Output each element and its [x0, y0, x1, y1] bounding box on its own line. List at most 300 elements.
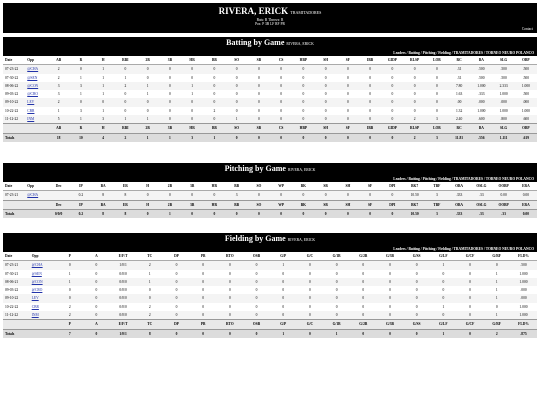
table-cell: 0: [324, 92, 327, 97]
table-cell: 0: [83, 294, 110, 302]
totals-cell: 0: [270, 133, 292, 142]
column-header: A: [83, 252, 110, 261]
table-cell: 0: [202, 288, 205, 293]
footer-header: OBA: [448, 200, 470, 209]
table-cell: 0: [190, 278, 217, 286]
table-cell: .000: [510, 294, 537, 302]
table-cell: 0: [426, 82, 448, 90]
table-cell: 0: [324, 75, 327, 80]
table-cell: 0: [391, 75, 394, 80]
table-cell: 10.50: [404, 191, 426, 200]
table-cell: .31: [456, 75, 462, 80]
totals-cell: 0: [181, 209, 203, 218]
footer-header: G/2B: [350, 320, 377, 329]
table-cell: 09-10-22: [3, 294, 30, 302]
table-cell: 1: [79, 75, 82, 80]
table-row: [3, 270, 537, 278]
table-cell: 0: [369, 92, 372, 97]
fielding-section: [3, 233, 537, 353]
table-cell: 0: [191, 75, 194, 80]
totals-cell: 0: [297, 329, 324, 338]
totals-cell: 0: [226, 209, 248, 218]
table-cell: 07-23-22: [3, 65, 25, 74]
table-cell: 0: [377, 311, 404, 320]
table-cell: 1: [495, 271, 498, 276]
footer-header: TC: [136, 320, 163, 329]
table-cell: 0: [203, 82, 225, 90]
table-cell: 0: [457, 311, 484, 320]
table-cell: 0: [297, 278, 324, 286]
table-cell: 0: [217, 311, 244, 320]
table-cell: 0: [159, 82, 181, 90]
totals-cell: 2: [404, 133, 426, 142]
column-header: RLSP: [404, 56, 426, 65]
table-cell: 0: [442, 271, 445, 276]
opponent-link[interactable]: @SEN: [27, 75, 38, 80]
table-cell: 8: [92, 191, 114, 200]
table-cell: 0: [217, 294, 244, 302]
totals-cell: 0: [137, 209, 159, 218]
table-cell: 0: [337, 191, 359, 200]
totals-cell: 0: [457, 329, 484, 338]
table-cell: 0: [309, 304, 311, 309]
table-row: [3, 82, 537, 90]
player-team: TRAMITADORES: [290, 10, 322, 15]
pitching-table: [3, 182, 537, 218]
pitching-nav[interactable]: Leaders / Batting / Pitching / Fielding / TRAMITADORES / TORNEO NEURO POLANCO: [3, 176, 537, 182]
table-cell: 0: [350, 261, 377, 270]
footer-header: A: [83, 320, 110, 329]
table-cell: 0: [255, 271, 258, 276]
table-row: [3, 294, 537, 302]
table-cell: 0: [415, 304, 418, 309]
table-cell: 0: [369, 108, 372, 113]
footer-header: RBI: [114, 124, 136, 133]
table-cell: 0: [302, 92, 305, 97]
table-cell: 0: [469, 288, 471, 293]
footer-header: DPI: [381, 200, 403, 209]
table-cell: 2: [48, 98, 70, 106]
column-header: BA: [470, 56, 492, 65]
totals-cell: 0: [203, 209, 225, 218]
footer-header: SB: [315, 200, 337, 209]
footer-header: FLD%: [510, 320, 537, 329]
table-cell: 0: [270, 98, 292, 106]
footer-header: HR: [181, 124, 203, 133]
table-cell: 07-30-21: [5, 271, 19, 276]
totals-cell: 0.2: [70, 209, 92, 218]
table-cell: 0: [435, 75, 438, 80]
table-cell: 0: [389, 271, 391, 276]
opponent-link[interactable]: @CHA: [30, 261, 57, 270]
table-cell: 1: [102, 75, 105, 80]
table-cell: 0: [381, 65, 403, 74]
totals-cell: [30, 329, 57, 338]
totals-cell: 0: [292, 133, 314, 142]
table-cell: 0: [159, 98, 181, 106]
table-cell: 0: [469, 271, 471, 276]
batting-title: Batting by Game RIVERA, ERICK: [3, 37, 537, 50]
table-cell: 1.000: [470, 82, 492, 90]
table-cell: .500: [478, 75, 485, 80]
footer-header: IBB: [359, 124, 381, 133]
footer-header: OBP: [515, 124, 537, 133]
table-cell: 0: [217, 261, 244, 270]
table-cell: 0: [83, 311, 110, 320]
column-header: BB: [226, 182, 248, 191]
table-cell: 0: [146, 108, 149, 113]
table-cell: 0: [270, 115, 292, 124]
table-cell: 7.80: [448, 82, 470, 90]
pitching-title: Pitching by Game RIVERA, ERICK: [3, 163, 537, 176]
table-cell: 0: [359, 65, 381, 74]
table-cell: 0: [257, 75, 260, 80]
table-cell: 2: [48, 65, 70, 74]
table-cell: 0: [381, 115, 403, 124]
table-cell: 0: [226, 82, 248, 90]
table-cell: 0: [190, 311, 217, 320]
table-row: [3, 98, 537, 106]
table-cell: 0: [435, 92, 438, 97]
table-cell: 1: [483, 278, 510, 286]
opponent-link[interactable]: INM: [30, 311, 57, 320]
totals-cell: 3: [426, 133, 448, 142]
totals-cell: 0: [190, 329, 217, 338]
opponent-link[interactable]: @CRO: [31, 288, 43, 293]
column-header: PB: [190, 252, 217, 261]
table-cell: 0: [175, 288, 178, 293]
table-cell: 0: [146, 75, 149, 80]
column-header: Opp: [25, 56, 47, 65]
totals-cell: 0: [350, 329, 377, 338]
totals-cell: 0: [243, 329, 270, 338]
table-cell: 10-22-22: [5, 304, 19, 309]
table-cell: 0: [389, 288, 391, 293]
opponent-link[interactable]: @SEN: [31, 271, 42, 276]
opponent-link[interactable]: INM: [25, 115, 47, 124]
table-cell: 11-12-22: [3, 115, 25, 124]
column-header: G/LF: [430, 252, 457, 261]
footer-header: SF: [359, 200, 381, 209]
column-header: SF: [337, 56, 359, 65]
fielding-nav[interactable]: Leaders / Batting / Pitching / Fielding / TRAMITADORES / TORNEO NEURO POLANCO: [3, 246, 537, 252]
column-header: OOBP: [493, 182, 515, 191]
table-cell: 0: [282, 271, 285, 276]
table-cell: 0: [168, 92, 171, 97]
table-cell: 0: [403, 311, 430, 320]
column-header: SO: [248, 182, 270, 191]
column-header: ERA: [515, 182, 537, 191]
table-cell: .600: [515, 115, 537, 124]
column-header: HBP: [292, 56, 314, 65]
table-cell: 0: [315, 98, 337, 106]
totals-cell: 18: [48, 133, 70, 142]
footer-header: OOBP: [493, 200, 515, 209]
table-cell: .000: [470, 98, 492, 106]
table-cell: 0: [255, 304, 258, 309]
table-cell: 0: [297, 261, 324, 270]
footer-header: HR: [203, 200, 225, 209]
table-cell: 0: [362, 304, 365, 309]
table-cell: 8: [114, 191, 136, 200]
table-cell: 1: [495, 288, 498, 293]
footer-header: 3B: [159, 124, 181, 133]
table-cell: 1.000: [519, 304, 528, 309]
column-header: WP: [270, 182, 292, 191]
table-cell: 2: [56, 311, 83, 320]
table-cell: 0: [95, 288, 98, 293]
footer-header: BA: [92, 200, 114, 209]
table-cell: 0: [292, 65, 314, 74]
column-header: G/3B: [377, 252, 404, 261]
table-row: [3, 65, 537, 74]
totals-cell: 10: [70, 133, 92, 142]
totals-cell: .619: [515, 133, 537, 142]
table-cell: 0: [280, 75, 283, 80]
table-cell: 0.00: [493, 191, 515, 200]
table-cell: 0/0/0: [119, 304, 127, 309]
totals-cell: .333: [448, 209, 470, 218]
footer-header: OSB: [243, 320, 270, 329]
column-header: DPI: [381, 182, 403, 191]
totals-cell: Totals: [3, 329, 30, 338]
table-cell: 0: [248, 82, 270, 90]
table-cell: 0: [346, 108, 349, 113]
table-cell: 0: [213, 75, 216, 80]
table-cell: .000: [493, 98, 515, 106]
table-cell: 0: [346, 75, 349, 80]
table-cell: 0: [270, 311, 297, 320]
table-cell: 5: [48, 115, 70, 124]
column-header: SH: [315, 56, 337, 65]
table-cell: 07-30-22: [5, 75, 19, 80]
table-cell: 0: [335, 271, 338, 276]
opponent-link[interactable]: @CHA: [25, 191, 47, 200]
opponent-link[interactable]: @CHA: [25, 65, 47, 74]
footer-header: P: [56, 320, 83, 329]
totals-cell: 0/0/0: [48, 209, 70, 218]
opponent-link[interactable]: @CON: [25, 82, 47, 90]
table-cell: 2: [136, 311, 163, 320]
table-cell: 2.333: [493, 82, 515, 90]
footer-header: E/F/T: [110, 320, 137, 329]
table-cell: 0: [315, 82, 337, 90]
totals-cell: [25, 209, 47, 218]
table-cell: .333: [478, 92, 485, 97]
table-cell: 0: [235, 92, 238, 97]
footer-header: G/SS: [403, 320, 430, 329]
table-cell: .000: [520, 288, 527, 293]
table-cell: 0: [469, 304, 471, 309]
table-cell: 3: [48, 82, 70, 90]
footer-header: [3, 320, 30, 329]
batting-nav[interactable]: Leaders / Batting / Pitching / Fielding / TRAMITADORES / TORNEO NEURO POLANCO: [3, 50, 537, 56]
table-cell: 0: [403, 278, 430, 286]
opponent-link[interactable]: CBR: [31, 304, 39, 309]
table-cell: 1: [137, 82, 159, 90]
table-cell: 0: [137, 191, 159, 200]
table-cell: 0: [83, 261, 110, 270]
table-cell: 0: [369, 75, 372, 80]
column-header: BK: [292, 182, 314, 191]
table-cell: 0: [315, 115, 337, 124]
table-cell: 0: [159, 191, 181, 200]
table-cell: 0: [270, 82, 292, 90]
table-cell: 0: [315, 65, 337, 74]
table-cell: 1.000: [510, 278, 537, 286]
table-cell: 1: [124, 75, 127, 80]
footer-header: R: [70, 124, 92, 133]
table-cell: 0: [280, 108, 283, 113]
table-cell: 0: [226, 98, 248, 106]
footer-header: SF: [337, 124, 359, 133]
table-cell: 0: [362, 271, 365, 276]
table-cell: 0: [248, 115, 270, 124]
opponent-link[interactable]: CBR: [27, 108, 35, 113]
column-header: DP: [163, 252, 190, 261]
table-cell: 11-12-22: [3, 311, 30, 320]
table-cell: 1: [56, 278, 83, 286]
table-cell: 0: [175, 304, 178, 309]
table-cell: 1.000: [519, 271, 528, 276]
table-cell: 0: [404, 98, 426, 106]
table-cell: .500: [515, 65, 537, 74]
table-cell: 0: [124, 92, 127, 97]
table-cell: 0/0/0: [119, 271, 127, 276]
totals-cell: .556: [470, 133, 492, 142]
totals-cell: Totals: [3, 209, 25, 218]
opponent-link[interactable]: @CON: [30, 278, 57, 286]
opponent-link[interactable]: LEV: [25, 98, 47, 106]
table-cell: 0: [457, 278, 484, 286]
contact-link[interactable]: Contact: [521, 27, 533, 31]
totals-cell: 4: [92, 133, 114, 142]
table-cell: 0: [137, 98, 159, 106]
totals-cell: 1: [137, 133, 159, 142]
table-cell: 0: [257, 92, 260, 97]
table-cell: 0: [415, 288, 418, 293]
column-header: SB: [248, 56, 270, 65]
table-cell: 0: [163, 311, 190, 320]
table-cell: 0: [280, 92, 283, 97]
table-cell: 0/0/0: [110, 311, 137, 320]
column-header: Date: [3, 252, 30, 261]
opponent-link[interactable]: @CRO: [27, 92, 38, 97]
table-row: [3, 191, 537, 200]
column-header: G/SS: [403, 252, 430, 261]
footer-header: SB: [248, 124, 270, 133]
footer-header: WP: [270, 200, 292, 209]
table-row: [3, 311, 537, 320]
table-cell: 0: [359, 82, 381, 90]
table-cell: .333: [448, 191, 470, 200]
table-cell: 0: [243, 278, 270, 286]
table-cell: 3: [92, 115, 114, 124]
totals-cell: 10.50: [404, 209, 426, 218]
table-cell: .000: [515, 98, 537, 106]
footer-header: G/C: [297, 320, 324, 329]
totals-cell: [25, 133, 47, 142]
table-cell: 1.63: [455, 92, 463, 97]
table-cell: 0: [335, 304, 338, 309]
footer-header: IP: [70, 200, 92, 209]
footer-header: G/3B: [377, 320, 404, 329]
table-cell: 0: [282, 304, 285, 309]
footer-header: H: [137, 200, 159, 209]
pitching-section: [3, 163, 537, 227]
table-cell: 2.40: [448, 115, 470, 124]
column-header: HR: [203, 182, 225, 191]
footer-header: AB: [48, 124, 70, 133]
table-cell: 0: [235, 108, 238, 113]
footer-header: H: [92, 124, 114, 133]
totals-cell: 0: [315, 133, 337, 142]
totals-cell: 0: [337, 209, 359, 218]
table-cell: 0: [415, 271, 418, 276]
table-cell: 0: [430, 278, 457, 286]
totals-cell: 0: [83, 329, 110, 338]
table-cell: 0: [163, 294, 190, 302]
totals-cell: .33: [493, 209, 515, 218]
table-cell: 0: [426, 65, 448, 74]
table-cell: 1: [146, 92, 149, 97]
table-cell: 0: [70, 98, 92, 106]
footer-header: G/1B: [323, 320, 350, 329]
table-cell: 0: [83, 278, 110, 286]
table-cell: 2: [68, 304, 71, 309]
table-cell: 0: [95, 304, 98, 309]
table-cell: 09-03-22: [5, 92, 19, 97]
table-cell: 0: [270, 191, 292, 200]
table-cell: 0: [413, 108, 416, 113]
table-cell: 1.32: [455, 108, 463, 113]
table-cell: 0: [168, 108, 171, 113]
table-cell: 2: [136, 261, 163, 270]
opponent-link[interactable]: LEV: [30, 294, 57, 302]
table-cell: 0: [92, 98, 114, 106]
table-cell: 0: [68, 288, 71, 293]
table-cell: 0: [270, 278, 297, 286]
table-cell: 1.000: [515, 82, 537, 90]
table-cell: 0: [483, 261, 510, 270]
table-cell: 0: [346, 92, 349, 97]
column-header: 2B: [159, 182, 181, 191]
table-cell: 1: [102, 92, 105, 97]
table-cell: 1: [57, 108, 60, 113]
fielding-table: [3, 252, 537, 338]
totals-cell: 0: [359, 209, 381, 218]
totals-cell: 2: [483, 329, 510, 338]
table-cell: 0: [413, 75, 416, 80]
column-header: H: [137, 182, 159, 191]
table-cell: 0: [114, 98, 136, 106]
table-cell: 0: [181, 115, 203, 124]
table-row: [3, 74, 537, 82]
table-cell: 0: [248, 98, 270, 106]
table-cell: 0: [323, 294, 350, 302]
table-cell: 0.2: [70, 191, 92, 200]
table-cell: [48, 191, 70, 200]
table-cell: .500: [510, 261, 537, 270]
table-cell: 0: [309, 288, 311, 293]
footer-header: SH: [337, 200, 359, 209]
table-cell: 0: [136, 294, 163, 302]
table-cell: 0: [442, 288, 445, 293]
totals-cell: 3: [181, 133, 203, 142]
column-header: Opp: [25, 182, 47, 191]
totals-cell: 0: [359, 133, 381, 142]
table-cell: 0: [159, 115, 181, 124]
